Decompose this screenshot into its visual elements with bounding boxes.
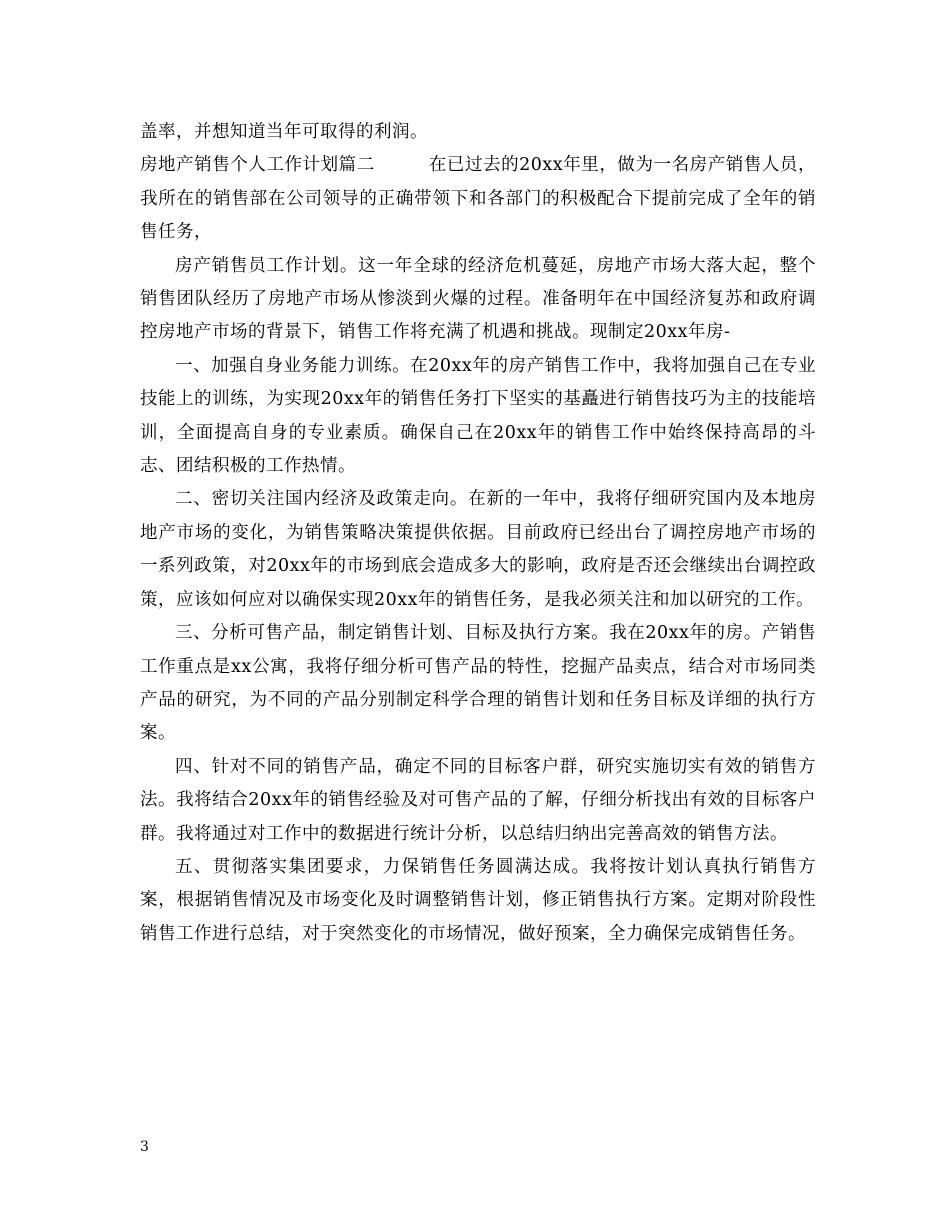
opening-fragment: 盖率，并想知道当年可取得的利润。 xyxy=(140,122,428,142)
page-number: 3 xyxy=(140,1139,149,1155)
section-heading: 房地产销售个人工作计划篇二 xyxy=(140,155,375,176)
intro-text: 在已过去的20xx年里，做为一名房产销售人员，我所在的销售部在公司领导的正确带领下和各部门的积极配合下提前完成了全年的销售任务， xyxy=(140,155,816,243)
paragraph-point-5: 五、贯彻落实集团要求，力保销售任务圆满达成。我将按计划认真执行销售方案，根据销售情况及市场变化及时调整销售计划，修正销售执行方案。定期对阶段性销售工作进行总结，对于突然变化的市场情况，做好预案，全力确保完成销售任务。 xyxy=(140,856,816,944)
document-body xyxy=(140,116,816,951)
paragraph-point-4: 四、针对不同的销售产品，确定不同的目标客户群，研究实施切实有效的销售方法。我将结合20xx年的销售经验及对可售产品的了解，仔细分析找出有效的目标客户群。我将通过对工作中的数据进行统计分析，以总结归纳出完善高效的销售方法。 xyxy=(140,756,816,844)
section-intro xyxy=(140,149,816,249)
paragraph-point-3: 三、分析可售产品，制定销售计划、目标及执行方案。我在20xx年的房。产销售工作重点是xx公寓，我将仔细分析可售产品的特性，挖掘产品卖点，结合对市场同类产品的研究，为不同的产品分别制定科学合理的销售计划和任务目标及详细的执行方案。 xyxy=(140,623,816,744)
paragraph-sales-plan: 房产销售员工作计划。这一年全球的经济危机蔓延，房地产市场大落大起，整个销售团队经历了房地产市场从惨淡到火爆的过程。准备明年在中国经济复苏和政府调控房地产市场的背景下，销售工作将充满了机遇和挑战。现制定20xx年房- xyxy=(140,255,816,343)
paragraph-point-1: 一、加强自身业务能力训练。在20xx年的房产销售工作中，我将加强自己在专业技能上的训练，为实现20xx年的销售任务打下坚实的基矗进行销售技巧为主的技能培训，全面提高自身的专业素质。确保自己在20xx年的销售工作中始终保持高昂的斗志、团结积极的工作热情。 xyxy=(140,355,816,477)
paragraph-point-2: 二、密切关注国内经济及政策走向。在新的一年中，我将仔细研究国内及本地房地产市场的变化，为销售策略决策提供依据。目前政府已经出台了调控房地产市场的一系列政策，对20xx年的市场到底会造成多大的影响，政府是否还会继续出台调控政策，应该如何应对以确保实现20xx年的销售任务，是我必须关注和加以研究的工作。 xyxy=(140,489,816,610)
